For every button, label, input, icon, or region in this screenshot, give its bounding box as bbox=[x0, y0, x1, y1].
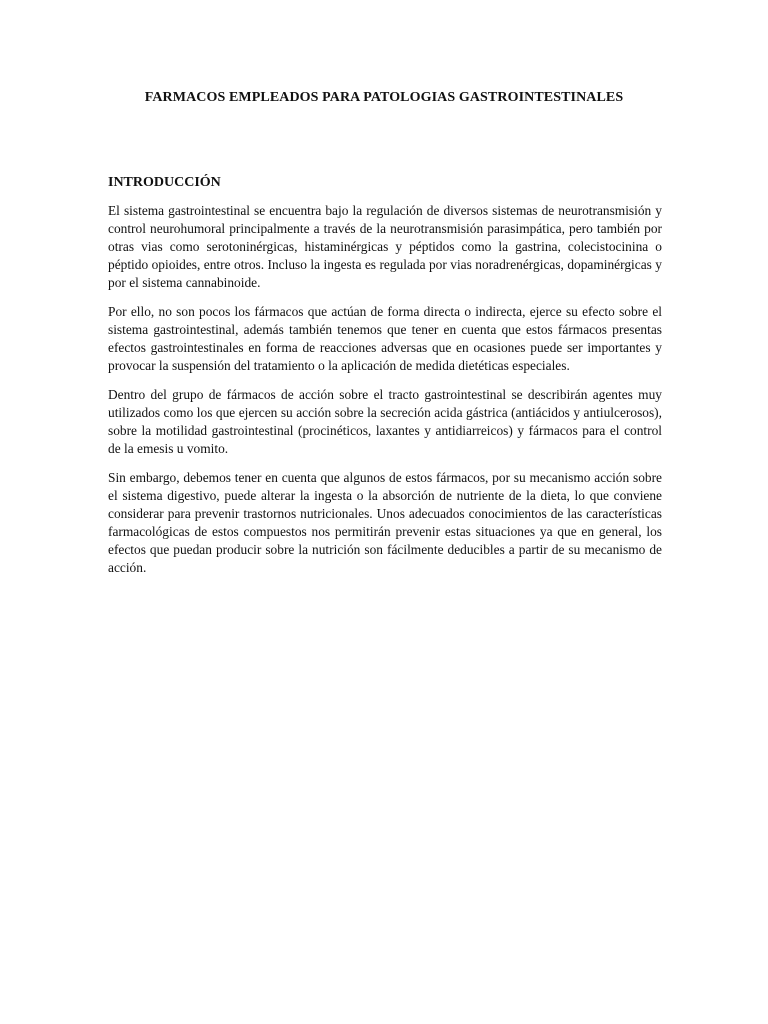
paragraph-2: Por ello, no son pocos los fármacos que actúan de forma directa o indirecta, ejerce su efecto sobre el sistema gastrointestinal, además también tenemos que tener en cuenta que estos fármacos presentas efectos gastrointestinales en forma de reacciones adversas que en ocasiones puede ser importantes y provocar la suspensión del tratamiento o la aplicación de medida dietéticas especiales. bbox=[108, 304, 662, 373]
body-text bbox=[108, 202, 662, 588]
paragraph-1: El sistema gastrointestinal se encuentra bajo la regulación de diversos sistemas de neurotransmisión y control neurohumoral principalmente a través de la neurotransmisión parasimpática, pero también por otras vias como serotoninérgicas, histaminérgicas y péptidos como la gastrina, colecistocinina o péptido opioides, entre otros. Incluso la ingesta es regulada por vias noradrenérgicas, dopaminérgicas y por el sistema cannabinoide. bbox=[108, 203, 662, 290]
paragraph-3: Dentro del grupo de fármacos de acción sobre el tracto gastrointestinal se describirán agentes muy utilizados como los que ejercen su acción sobre la secreción acida gástrica (antiácidos y antiulcerosos), sobre la motilidad gastrointestinal (procinéticos, laxantes y antidiarreicos) y fármacos para el control de la emesis u vomito. bbox=[108, 387, 662, 456]
paragraph-4: Sin embargo, debemos tener en cuenta que algunos de estos fármacos, por su mecanismo acción sobre el sistema digestivo, puede alterar la ingesta o la absorción de nutriente de la dieta, lo que conviene considerar para prevenir trastornos nutricionales. Unos adecuados conocimientos de las características farmacológicas de estos compuestos nos permitirán prevenir estas situaciones ya que en general, los efectos que puedan producir sobre la nutrición son fácilmente deducibles a partir de su mecanismo de acción. bbox=[108, 470, 662, 575]
section-heading: INTRODUCCIÓN bbox=[108, 175, 221, 190]
document-title: FARMACOS EMPLEADOS PARA PATOLOGIAS GASTROINTESTINALES bbox=[144, 90, 624, 105]
